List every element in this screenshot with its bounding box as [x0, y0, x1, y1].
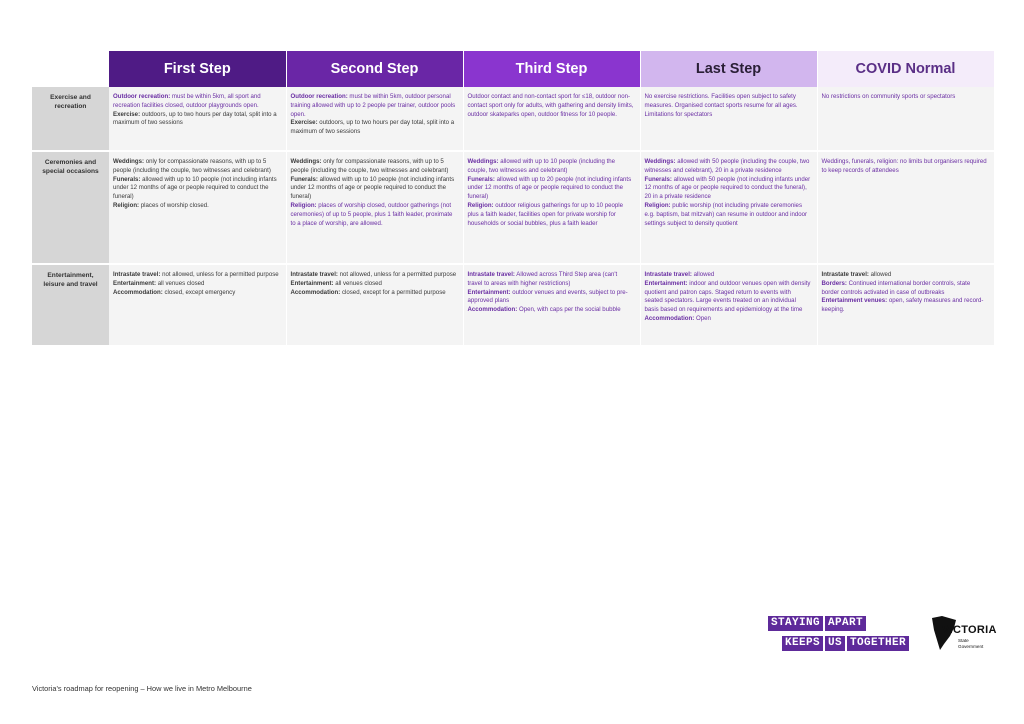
segment-label: Accommodation: [113, 288, 163, 296]
cell-segment [468, 176, 634, 202]
table-cell [817, 152, 994, 263]
segment-text: allowed with 50 people (including the couple, two witnesses and celebrant), 20 in a private residence [644, 158, 810, 174]
roadmap-table [32, 51, 995, 345]
row-category: Entertainment, leisure and travel [32, 265, 109, 345]
badge-word: APART [825, 616, 866, 631]
segment-text: Open [694, 315, 711, 323]
cell-segment [645, 158, 811, 176]
segment-label: Intrastate travel: [821, 271, 869, 278]
segment-text: closed, except for a permitted purpose [340, 288, 446, 296]
table-cell [463, 87, 640, 150]
row-category: Exercise and recreation [32, 87, 109, 150]
table-cell [817, 87, 994, 150]
segment-label: Entertainment: [113, 279, 156, 287]
badge-word: TOGETHER [847, 636, 909, 651]
table-cell [109, 152, 286, 263]
cell-segment [291, 271, 457, 280]
segment-label: Entertainment: [644, 279, 688, 287]
cell-segment [113, 202, 280, 211]
victoria-wordmark: VICTORIA [942, 624, 997, 636]
row-category: Ceremonies and special occasions [32, 152, 109, 263]
table-cell [640, 152, 817, 263]
segment-label: Outdoor recreation: [113, 93, 171, 100]
segment-text: Allowed across Third Step area (can't travel to areas with higher restrictions) [467, 271, 618, 287]
segment-text: outdoor venues and events, subject to pre-approved plans [467, 288, 628, 305]
segment-label: Religion: [113, 202, 140, 210]
segment-text: all venues closed [156, 279, 205, 287]
header-second-step: Second Step [286, 51, 463, 87]
cell-segment [113, 111, 280, 129]
cell-segment [645, 202, 811, 228]
segment-label: Weddings: [467, 158, 499, 165]
header-row [32, 51, 994, 87]
header-first-step: First Step [109, 51, 286, 87]
table-cell [640, 265, 817, 345]
segment-label: Entertainment: [290, 279, 334, 287]
state-government-label [958, 638, 983, 649]
header-last-step: Last Step [640, 51, 817, 87]
segment-label: Weddings: [644, 158, 676, 165]
segment-label: Accommodation: [290, 288, 341, 296]
cell-segment [468, 158, 634, 176]
segment-text: Continued international border controls, state border controls activated in case of outbreaks [821, 279, 971, 296]
segment-text: Outdoor contact and non-contact sport for ≤18, outdoor non-contact sport only for adults, with gathering and density limits, outdoor skateparks open, outdoor fitness for 10 people. [467, 93, 634, 118]
segment-text: Open, with caps per the social bubble [517, 306, 621, 314]
segment-label: Funerals: [644, 175, 672, 183]
cell-segment [291, 202, 457, 228]
segment-label: Religion: [467, 202, 494, 210]
cell-segment [822, 271, 988, 280]
segment-text: closed, except emergency [162, 288, 236, 296]
segment-text: allowed with 50 people (not including infants under 12 months of age or people required to conduct the funeral), 20 in a private residence [644, 175, 811, 201]
cell-segment [291, 158, 457, 176]
segment-text: allowed with up to 10 people (not including infants under 12 months of age or people required to conduct the funeral) [113, 175, 277, 201]
staying-apart-badge [768, 616, 914, 652]
table-row [32, 265, 994, 345]
cell-segment [113, 289, 280, 298]
segment-label: Religion: [644, 202, 671, 210]
segment-text: places of worship closed, outdoor gatherings (not ceremonies) of up to 5 people, plus 1 faith leader, proximate to a place of worship, are allowed. [290, 202, 453, 227]
segment-text: allowed [868, 271, 892, 278]
cell-segment [291, 280, 457, 289]
badge-line-2 [782, 636, 911, 651]
segment-label: Funerals: [113, 175, 141, 183]
segment-text: Weddings, funerals, religion: no limits but organisers required to keep records of attendees [821, 158, 987, 174]
segment-label: Entertainment venues: [821, 297, 888, 305]
cell-segment [291, 93, 457, 119]
segment-text: allowed [691, 271, 715, 278]
segment-text: only for compassionate reasons, with up to 5 people (including the couple, two witnesses and celebrant) [113, 158, 271, 174]
segment-text: not allowed, unless for a permitted purpose [160, 271, 279, 278]
table-row [32, 152, 994, 263]
cell-segment [291, 119, 457, 137]
segment-label: Funerals: [467, 175, 495, 183]
cell-segment [113, 93, 280, 111]
cell-segment [468, 93, 634, 119]
segment-text: must be within 5km, outdoor personal training allowed with up to 2 people per trainer, outdoor pools open. [290, 93, 456, 118]
table-cell [286, 87, 463, 150]
cell-segment [645, 315, 811, 324]
header-covid-normal: COVID Normal [817, 51, 994, 87]
segment-text: not allowed, unless for a permitted purpose [337, 271, 457, 278]
cell-segment [113, 158, 280, 176]
cell-segment [468, 289, 634, 307]
cell-segment [822, 280, 988, 298]
table-cell [286, 152, 463, 263]
logo-sub-line: State [958, 638, 969, 643]
table-row [32, 87, 994, 150]
cell-segment [822, 93, 988, 102]
segment-text: indoor and outdoor venues open with density quotient and patron caps. Staged return to events with seated spectators. Large events treated on an individual basis based on requirements and epidemiology at the time [644, 279, 811, 314]
table-cell [109, 265, 286, 345]
segment-label: Borders: [821, 279, 847, 287]
header-blank [32, 51, 109, 87]
segment-label: Intrastate travel: [467, 271, 515, 278]
cell-segment [113, 271, 280, 280]
badge-word: KEEPS [782, 636, 823, 651]
segment-text: No restrictions on community sports or spectators [821, 93, 956, 100]
table-cell [286, 265, 463, 345]
cell-segment [645, 280, 811, 315]
victoria-government-logo [930, 614, 1000, 654]
logo-sub-line: Government [958, 643, 984, 649]
header-third-step: Third Step [463, 51, 640, 87]
segment-text: only for compassionate reasons, with up to 5 people (including the couple, two witnesses and celebrant) [290, 158, 449, 174]
table-cell [109, 87, 286, 150]
cell-segment [468, 271, 634, 289]
cell-segment [113, 176, 280, 202]
segment-label: Accommodation: [644, 315, 695, 323]
cell-segment [645, 271, 811, 280]
segment-label: Funerals: [290, 175, 318, 183]
badge-line-1 [768, 616, 868, 631]
segment-label: Exercise: [113, 110, 141, 118]
badge-word: US [825, 636, 845, 651]
cell-segment [822, 297, 988, 315]
segment-text: allowed with up to 10 people (not including infants under 12 months of age or people required to conduct the funeral) [290, 175, 455, 201]
cell-segment [645, 176, 811, 202]
cell-segment [291, 289, 457, 298]
segment-label: Outdoor recreation: [290, 93, 348, 100]
segment-label: Weddings: [113, 158, 145, 165]
table-cell [640, 87, 817, 150]
cell-segment [822, 158, 988, 176]
cell-segment [645, 93, 811, 119]
segment-label: Exercise: [290, 119, 318, 127]
table-cell [463, 265, 640, 345]
footer-caption: Victoria's roadmap for reopening – How we live in Metro Melbourne [32, 684, 252, 693]
segment-label: Intrastate travel: [644, 271, 692, 278]
segment-label: Intrastate travel: [290, 271, 338, 278]
segment-label: Religion: [290, 202, 317, 210]
segment-text: allowed with up to 10 people (including the couple, two witnesses and celebrant) [467, 158, 616, 174]
segment-text: places of worship closed. [139, 202, 209, 210]
segment-text: must be within 5km, all sport and recreation facilities closed, outdoor playgrounds open. [113, 93, 261, 109]
segment-label: Entertainment: [467, 288, 511, 296]
segment-text: all venues closed [333, 279, 382, 287]
segment-text: outdoors, up to two hours per day total, split into a maximum of two sessions [290, 119, 455, 136]
segment-text: No exercise restrictions. Facilities open subject to safety measures. Organised contact sports resume for all ages. Limitations for spectators [644, 93, 798, 118]
badge-word: STAYING [768, 616, 823, 631]
segment-label: Accommodation: [467, 306, 518, 314]
cell-segment [468, 202, 634, 228]
table-cell [463, 152, 640, 263]
cell-segment [113, 280, 280, 289]
cell-segment [291, 176, 457, 202]
segment-text: open, safety measures and record-keeping. [821, 297, 984, 314]
segment-text: outdoors, up to two hours per day total, split into a maximum of two sessions [113, 110, 277, 127]
segment-text: outdoor religious gatherings for up to 10 people plus a faith leader, facilities open for private worship for households or social bubbles, plus a faith leader [467, 202, 623, 227]
cell-segment [468, 306, 634, 315]
segment-text: allowed with up to 20 people (not including infants under 12 months of age or people required to conduct the funeral) [467, 175, 632, 201]
segment-text: public worship (not including private ceremonies e.g. baptism, bat mitzvah) can resume in outdoor and indoor settings subject to density quotient [644, 202, 808, 227]
segment-label: Weddings: [290, 158, 322, 165]
table-cell [817, 265, 994, 345]
segment-label: Intrastate travel: [113, 271, 161, 278]
